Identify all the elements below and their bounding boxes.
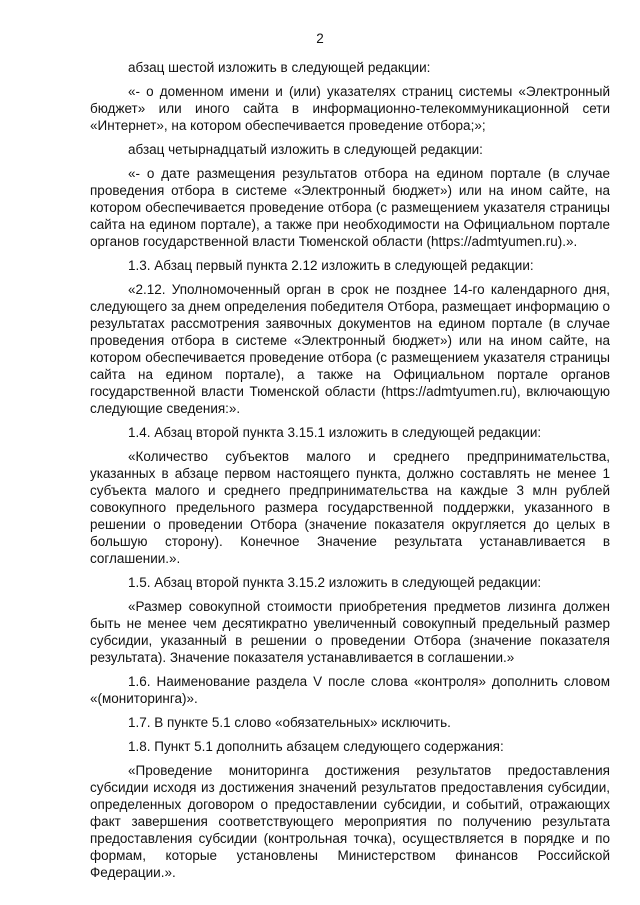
page-number: 2 bbox=[316, 31, 324, 46]
paragraph: «Размер совокупной стоимости приобретения предметов лизинга должен быть не менее чем десятикратно увеличенный совокупный предельный размер субсидии, указанный в решении о проведении Отбора (значение показателя результата). Значение показателя устанавливается в соглашении.» bbox=[90, 599, 610, 665]
paragraph: «Количество субъектов малого и среднего предпринимательства, указанных в абзаце первом настоящего пункта, должно составлять не менее 1 субъекта малого и среднего предпринимательства на каждые 3 млн рублей совокупного предельного размера государственной поддержки, указанного в решении о проведении Отбора (значение показателя округляется до целых в большую сторону). Конечное Значение результата устанавливается в соглашении.». bbox=[90, 449, 610, 566]
paragraph: 1.7. В пункте 5.1 слово «обязательных» исключить. bbox=[128, 715, 451, 730]
paragraph: 1.5. Абзац второй пункта 3.15.2 изложить в следующей редакции: bbox=[128, 575, 542, 590]
paragraph: 1.3. Абзац первый пункта 2.12 изложить в следующей редакции: bbox=[128, 258, 534, 273]
paragraph: «- о доменном имени и (или) указателях страниц системы «Электронный бюджет» или иного сайта в информационно-телекоммуникационной сети «Интернет», на котором обеспечивается проведение отбора;»; bbox=[90, 84, 610, 133]
paragraph: 1.6. Наименование раздела V после слова «контроля» дополнить словом «(мониторинга)». bbox=[90, 674, 610, 706]
paragraph: «- о дате размещения результатов отбора на едином портале (в случае проведения отбора в системе «Электронный бюджет») или на ином сайте, на котором обеспечивается проведение отбора (с размещением указателя страницы сайта на едином портале), а также при необходимости на Официальном портале органов государственной власти Тюменской области (https://admtyumen.ru).». bbox=[90, 166, 610, 249]
paragraph: «2.12. Уполномоченный орган в срок не позднее 14-го календарного дня, следующего за днем определения победителя Отбора, размещает информацию о результатах рассмотрения заявочных документов на едином портале (в случае проведения отбора в системе «Электронный бюджет») или на ином сайте, на котором обеспечивается проведение отбора (с размещением указателя страницы сайта на едином портале), а также на Официальном портале органов государственной власти Тюменской области (https://admtyumen.ru), включающую следующие сведения:». bbox=[90, 282, 610, 416]
paragraph: 1.8. Пункт 5.1 дополнить абзацем следующего содержания: bbox=[128, 739, 504, 754]
paragraph: абзац четырнадцатый изложить в следующей редакции: bbox=[128, 142, 483, 157]
paragraph: «Проведение мониторинга достижения результатов предоставления субсидии исходя из достижения значений результатов предоставления субсидии, определенных договором о предоставлении субсидии, и событий, отражающих факт завершения соответствующего мероприятия по получению результата предоставления субсидии (контрольная точка), осуществляется в порядке и по формам, которые установлены Министерством финансов Российской Федерации.». bbox=[90, 763, 610, 880]
paragraph: абзац шестой изложить в следующей редакции: bbox=[128, 60, 431, 75]
paragraph: 1.4. Абзац второй пункта 3.15.1 изложить в следующей редакции: bbox=[128, 425, 542, 440]
document-body bbox=[90, 59, 610, 888]
